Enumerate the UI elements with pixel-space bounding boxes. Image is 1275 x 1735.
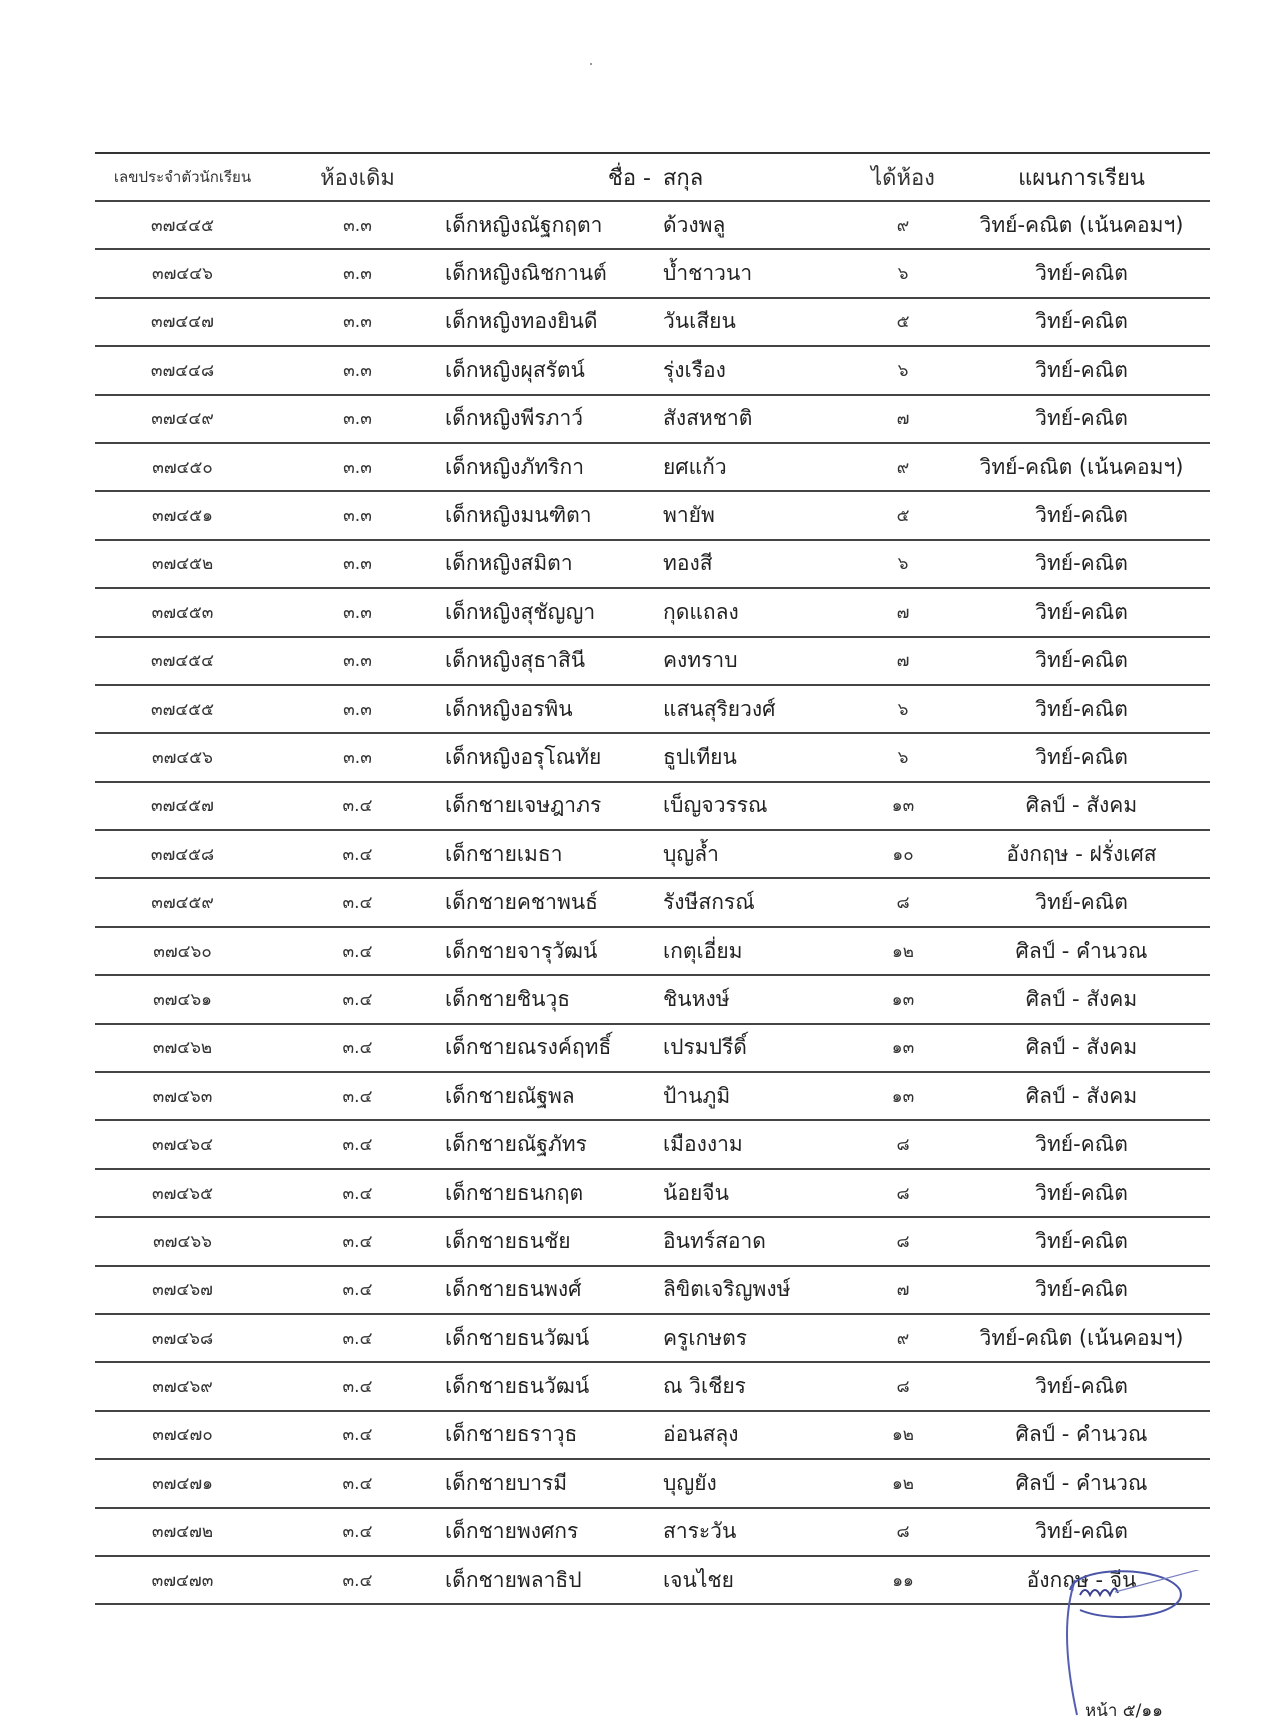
new-room-cell: ๖ [897,554,909,575]
student-id-cell: ๓๗๔๔๘ [150,360,215,381]
study-plan-cell: วิทย์-คณิต [1035,1132,1128,1157]
first-name-cell: เด็กชายพลาธิป [445,1567,582,1592]
new-room-cell: ๑๓ [891,1038,915,1059]
study-plan-cell: ศิลป์ - คำนวณ [1015,1470,1148,1495]
student-id-cell: ๓๗๔๖๗ [152,1280,213,1301]
first-name-cell: เด็กชายพงศกร [445,1519,579,1544]
table-row [95,1267,1210,1315]
table-row [95,976,1210,1024]
old-room-cell: ๓.๔ [342,893,373,914]
old-room-cell: ๓.๔ [342,1231,373,1252]
study-plan-cell: วิทย์-คณิต [1035,357,1128,382]
scan-speck [590,63,592,65]
old-room-cell: ๓.๔ [342,1086,373,1107]
table-row [95,589,1210,637]
student-id-cell: ๓๗๔๕๓ [151,602,214,623]
study-plan-cell: วิทย์-คณิต [1035,890,1128,915]
old-room-cell: ๓.๔ [342,1280,373,1301]
header-first-name: ชื่อ - [607,165,651,191]
old-room-cell: ๓.๔ [342,1328,373,1349]
last-name-cell: เปรมปรีดิ์ [663,1035,747,1060]
table-row [95,1315,1210,1363]
student-id-cell: ๓๗๔๔๙ [151,409,214,430]
new-room-cell: ๑๓ [891,989,915,1010]
first-name-cell: เด็กชายณัฐพล [445,1083,575,1108]
last-name-cell: รุ่งเรือง [663,357,726,382]
last-name-cell: ป้านภูมิ [663,1083,731,1108]
study-plan-cell: วิทย์-คณิต (เน้นคอมฯ) [979,1325,1184,1350]
last-name-cell: เมืองงาม [663,1132,743,1157]
first-name-cell: เด็กชายธนวัฒน์ [445,1374,590,1399]
study-plan-cell: วิทย์-คณิต [1035,1519,1128,1544]
study-plan-cell: วิทย์-คณิต [1035,1180,1128,1205]
study-plan-cell: วิทย์-คณิต [1035,406,1128,431]
last-name-cell: ยศแก้ว [663,454,727,479]
study-plan-cell: วิทย์-คณิต [1035,648,1128,673]
student-id-cell: ๓๗๔๗๒ [151,1522,214,1543]
study-plan-cell: ศิลป์ - สังคม [1025,793,1138,818]
last-name-cell: ลิขิตเจริญพงษ์ [663,1277,791,1302]
student-id-cell: ๓๗๔๕๕ [150,699,214,720]
first-name-cell: เด็กหญิงอรพิน [445,696,573,721]
student-id-cell: ๓๗๔๖๓ [152,1086,213,1107]
old-room-cell: ๓.๓ [343,651,372,672]
first-name-cell: เด็กชายบารมี [445,1470,568,1495]
student-id-cell: ๓๗๔๔๖ [152,264,213,285]
new-room-cell: ๘ [896,1231,910,1252]
study-plan-cell: วิทย์-คณิต [1035,503,1128,528]
student-id-cell: ๓๗๔๖๒ [152,1038,213,1059]
last-name-cell: น้อยจีน [663,1180,729,1205]
header-last-name: สกุล [663,165,704,191]
new-room-cell: ๑๓ [891,796,915,817]
student-id-cell: ๓๗๔๕๑ [152,506,213,527]
table-body [95,202,1210,1605]
study-plan-cell: ศิลป์ - สังคม [1025,1035,1138,1060]
last-name-cell: วันเสียน [663,309,736,334]
last-name-cell: เกตุเอี่ยม [663,938,743,963]
student-id-cell: ๓๗๔๖๖ [153,1231,212,1252]
new-room-cell: ๗ [896,1280,910,1301]
study-plan-cell: วิทย์-คณิต (เน้นคอมฯ) [979,454,1184,479]
study-plan-cell: อังกฤษ - ฝรั่งเศส [1006,841,1157,866]
new-room-cell: ๘ [896,1135,910,1156]
student-id-cell: ๓๗๔๖๑ [153,989,212,1010]
first-name-cell: เด็กชายจารุวัฒน์ [445,938,598,963]
table-row [95,1170,1210,1218]
new-room-cell: ๗ [896,651,910,672]
last-name-cell: สังสหชาติ [663,406,753,431]
new-room-cell: ๕ [896,506,910,527]
first-name-cell: เด็กชายณรงค์ฤทธิ์ [445,1035,612,1060]
page-number: หน้า ๕/๑๑ [1085,1701,1163,1721]
study-plan-cell: วิทย์-คณิต [1035,696,1128,721]
table-row [95,1218,1210,1266]
first-name-cell: เด็กหญิงอรุโณทัย [445,744,602,769]
old-room-cell: ๓.๓ [343,409,372,430]
old-room-cell: ๓.๓ [343,506,372,527]
last-name-cell: ณ วิเชียร [663,1374,746,1399]
last-name-cell: บ้ำชาวนา [663,261,753,286]
old-room-cell: ๓.๔ [342,941,373,962]
old-room-cell: ๓.๓ [343,312,372,333]
study-plan-cell: วิทย์-คณิต [1035,1228,1128,1253]
new-room-cell: ๙ [896,457,910,478]
table-row [95,1121,1210,1169]
old-room-cell: ๓.๔ [342,1522,373,1543]
first-name-cell: เด็กหญิงสมิตา [445,551,573,576]
old-room-cell: ๓.๓ [343,457,372,478]
new-room-cell: ๑๓ [891,1086,915,1107]
new-room-cell: ๖ [897,747,909,768]
old-room-cell: ๓.๓ [343,360,372,381]
student-id-cell: ๓๗๔๗๐ [152,1425,213,1446]
old-room-cell: ๓.๓ [343,699,372,720]
first-name-cell: เด็กหญิงทองยินดี [445,309,598,334]
table-row [95,202,1210,250]
last-name-cell: เบ็ญจวรรณ [663,793,768,818]
old-room-cell: ๓.๓ [343,747,372,768]
table-row [95,1363,1210,1411]
last-name-cell: แสนสุริยวงศ์ [663,696,776,721]
table-row [95,879,1210,927]
last-name-cell: คงทราบ [663,648,738,673]
new-room-cell: ๖ [897,264,909,285]
table-row [95,444,1210,492]
first-name-cell: เด็กหญิงผุสรัตน์ [445,357,585,382]
table-row [95,1412,1210,1460]
table-row [95,492,1210,540]
last-name-cell: ครูเกษตร [663,1325,747,1350]
table-row [95,299,1210,347]
first-name-cell: เด็กชายธราวุธ [445,1422,578,1447]
table-row [95,831,1210,879]
table-row [95,396,1210,444]
student-id-cell: ๓๗๔๖๔ [152,1135,213,1156]
header-new-room: ได้ห้อง [871,165,935,191]
student-id-cell: ๓๗๔๔๗ [151,312,214,333]
student-id-cell: ๓๗๔๕๒ [151,554,214,575]
student-id-cell: ๓๗๔๖๐ [153,941,212,962]
table-row [95,638,1210,686]
student-id-cell: ๓๗๔๕๔ [150,651,214,672]
table-row [95,928,1210,976]
student-id-cell: ๓๗๔๖๘ [151,1328,214,1349]
study-plan-cell: ศิลป์ - สังคม [1025,1083,1138,1108]
new-room-cell: ๑๒ [892,1473,914,1494]
new-room-cell: ๑๒ [892,1425,914,1446]
table-row [95,1025,1210,1073]
last-name-cell: พายัพ [663,503,715,528]
new-room-cell: ๘ [896,1522,910,1543]
header-old-room: ห้องเดิม [320,165,395,191]
first-name-cell: เด็กชายธนชัย [445,1228,571,1253]
first-name-cell: เด็กชายเมธา [445,841,563,866]
table-row [95,734,1210,782]
last-name-cell: ด้วงพลู [663,212,726,237]
table-row [95,347,1210,395]
old-room-cell: ๓.๔ [342,796,373,817]
new-room-cell: ๖ [897,699,909,720]
student-id-cell: ๓๗๔๖๙ [152,1377,213,1398]
first-name-cell: เด็กหญิงพีรภาว์ [445,406,584,431]
new-room-cell: ๘ [896,893,910,914]
first-name-cell: เด็กหญิงณัฐกฤตา [445,212,603,237]
first-name-cell: เด็กชายคชาพนธ์ [445,890,598,915]
table-header [95,154,1210,202]
first-name-cell: เด็กหญิงสุธาสินี [445,648,586,673]
old-room-cell: ๓.๔ [342,1135,373,1156]
old-room-cell: ๓.๓ [343,602,372,623]
first-name-cell: เด็กหญิงมนฑิตา [445,503,592,528]
last-name-cell: สาระวัน [663,1519,737,1544]
header-student-id: เลขประจำตัวนักเรียน [113,168,252,186]
last-name-cell: รังษีสกรณ์ [663,890,755,915]
last-name-cell: อ่อนสลุง [663,1422,739,1447]
study-plan-cell: วิทย์-คณิต [1035,1277,1128,1302]
table-row [95,783,1210,831]
student-id-cell: ๓๗๔๔๕ [150,215,214,236]
table-row [95,541,1210,589]
student-id-cell: ๓๗๔๗๑ [152,1473,213,1494]
first-name-cell: เด็กชายธนวัฒน์ [445,1325,590,1350]
new-room-cell: ๗ [896,409,910,430]
table-row [95,250,1210,298]
student-id-cell: ๓๗๔๕๗ [151,796,214,817]
study-plan-cell: วิทย์-คณิต (เน้นคอมฯ) [979,212,1184,237]
table-row [95,1509,1210,1557]
study-plan-cell: วิทย์-คณิต [1035,744,1128,769]
first-name-cell: เด็กชายธนกฤต [445,1180,584,1205]
new-room-cell: ๙ [896,215,910,236]
first-name-cell: เด็กหญิงสุชัญญา [445,599,596,624]
study-plan-cell: ศิลป์ - คำนวณ [1015,1422,1148,1447]
old-room-cell: ๓.๔ [342,989,373,1010]
study-plan-cell: วิทย์-คณิต [1035,261,1128,286]
study-plan-cell: ศิลป์ - คำนวณ [1015,938,1148,963]
last-name-cell: ชินหงษ์ [663,986,730,1011]
first-name-cell: เด็กชายชินวุธ [445,986,571,1011]
last-name-cell: ธูปเทียน [663,744,737,769]
student-id-cell: ๓๗๔๕๙ [151,893,214,914]
study-plan-cell: วิทย์-คณิต [1035,1374,1128,1399]
header-study-plan: แผนการเรียน [1018,165,1145,191]
table-row [95,1460,1210,1508]
student-id-cell: ๓๗๔๕๘ [150,844,215,865]
new-room-cell: ๑๒ [892,941,914,962]
student-id-cell: ๓๗๔๕๐ [152,457,213,478]
first-name-cell: เด็กหญิงภัทริกา [445,454,584,479]
last-name-cell: อินทร์สอาด [663,1228,766,1253]
student-id-cell: ๓๗๔๗๓ [151,1570,214,1591]
new-room-cell: ๘ [896,1377,910,1398]
last-name-cell: บุญยัง [663,1470,717,1495]
last-name-cell: ทองสี [663,551,713,576]
old-room-cell: ๓.๓ [343,215,372,236]
first-name-cell: เด็กชายเจษฎาภร [445,793,602,818]
new-room-cell: ๑๐ [892,844,914,865]
study-plan-cell: วิทย์-คณิต [1035,599,1128,624]
study-plan-cell: ศิลป์ - สังคม [1025,986,1138,1011]
student-id-cell: ๓๗๔๖๕ [152,1183,213,1204]
new-room-cell: ๕ [896,312,910,333]
first-name-cell: เด็กชายธนพงศ์ [445,1277,582,1302]
table-row [95,1073,1210,1121]
study-plan-cell: วิทย์-คณิต [1035,551,1128,576]
last-name-cell: เจนไชย [663,1567,734,1592]
new-room-cell: ๘ [896,1183,910,1204]
old-room-cell: ๓.๔ [342,1425,373,1446]
first-name-cell: เด็กชายณัฐภัทร [445,1132,587,1157]
table-row [95,686,1210,734]
study-plan-cell: วิทย์-คณิต [1035,309,1128,334]
table-row [95,1557,1210,1605]
first-name-cell: เด็กหญิงณิชกานต์ [445,261,607,286]
student-table [95,152,1210,1605]
new-room-cell: ๑๑ [892,1570,914,1591]
old-room-cell: ๓.๔ [342,1473,373,1494]
old-room-cell: ๓.๓ [343,554,372,575]
last-name-cell: กุดแถลง [663,599,739,624]
old-room-cell: ๓.๔ [342,844,373,865]
study-plan-cell: อังกฤษ - จีน [1026,1567,1137,1592]
last-name-cell: บุญล้ำ [663,841,719,866]
new-room-cell: ๗ [896,602,910,623]
new-room-cell: ๙ [896,1328,910,1349]
old-room-cell: ๓.๔ [342,1183,373,1204]
new-room-cell: ๖ [897,360,909,381]
old-room-cell: ๓.๔ [342,1377,373,1398]
old-room-cell: ๓.๔ [342,1038,373,1059]
old-room-cell: ๓.๔ [342,1570,373,1591]
old-room-cell: ๓.๓ [343,264,372,285]
student-id-cell: ๓๗๔๕๖ [152,747,213,768]
